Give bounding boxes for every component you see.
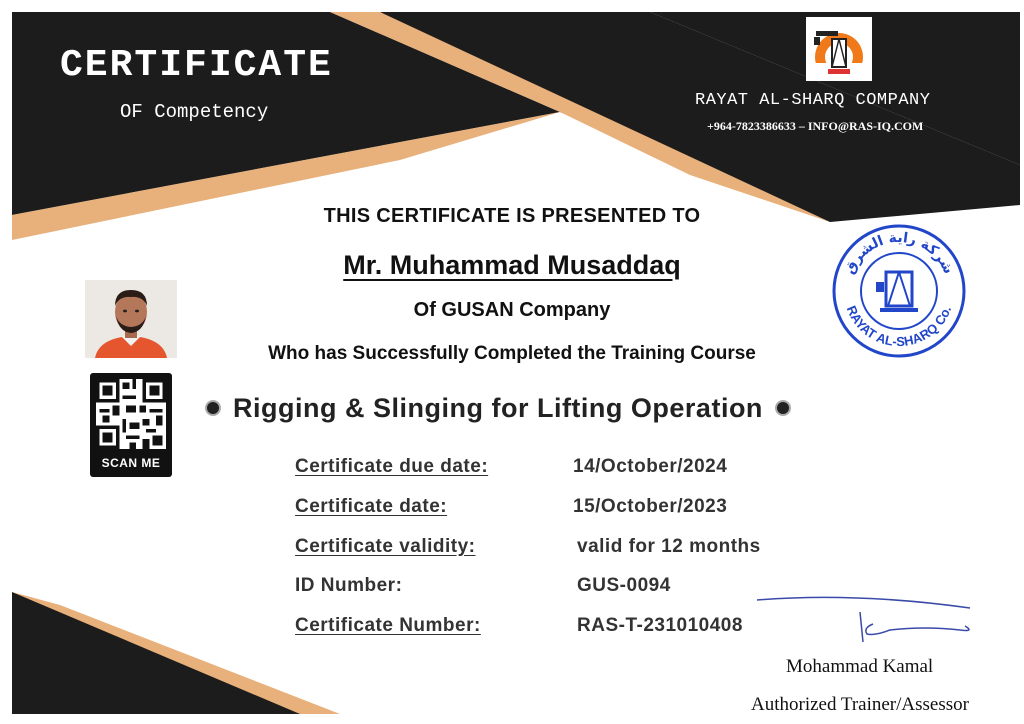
svg-text:شركة راية الشرق: شركة راية الشرق	[841, 229, 957, 277]
company-logo	[806, 17, 872, 81]
certificate-subtitle: OF Competency	[120, 101, 269, 123]
certificate-number-label: Certificate Number:	[295, 615, 481, 636]
completion-statement: Who has Successfully Completed the Training Course	[268, 343, 756, 364]
recipient-photo	[85, 280, 177, 358]
company-stamp	[830, 222, 968, 360]
signature	[755, 590, 980, 650]
bullet-icon	[205, 400, 221, 416]
due-date-value: 14/October/2024	[573, 456, 728, 477]
bullet-icon	[775, 400, 791, 416]
signer-name: Mohammad Kamal	[786, 656, 934, 677]
company-name: RAYAT AL-SHARQ COMPANY	[695, 91, 931, 110]
course-title: Rigging & Slinging for Lifting Operation	[233, 392, 763, 423]
course-title-row	[205, 390, 905, 426]
signer-role: Authorized Trainer/Assessor	[751, 694, 969, 715]
svg-text:RAYAT AL-SHARQ Co.: RAYAT AL-SHARQ Co.	[843, 303, 955, 350]
certificate-date-value: 15/October/2023	[573, 496, 728, 517]
validity-value: valid for 12 months	[577, 536, 761, 557]
certificate-date-label: Certificate date:	[295, 496, 448, 517]
qr-caption: SCAN ME	[101, 456, 161, 470]
qr-code-icon	[96, 379, 166, 449]
recipient-name-text: Mr. Muhammad Musaddaq	[343, 250, 681, 280]
company-contact: +964-7823386633 – INFO@RAS-IQ.COM	[707, 119, 924, 133]
recipient-company: Of GUSAN Company	[413, 299, 611, 321]
certificate-number-value: RAS-T-231010408	[577, 615, 743, 636]
presented-to-heading: THIS CERTIFICATE IS PRESENTED TO	[323, 205, 701, 227]
due-date-label: Certificate due date:	[295, 456, 489, 477]
id-number-value: GUS-0094	[577, 575, 671, 596]
qr-code[interactable]	[90, 373, 172, 477]
validity-label: Certificate validity:	[295, 536, 476, 557]
certificate-title: CERTIFICATE	[60, 44, 333, 87]
id-number-label: ID Number:	[295, 575, 403, 596]
